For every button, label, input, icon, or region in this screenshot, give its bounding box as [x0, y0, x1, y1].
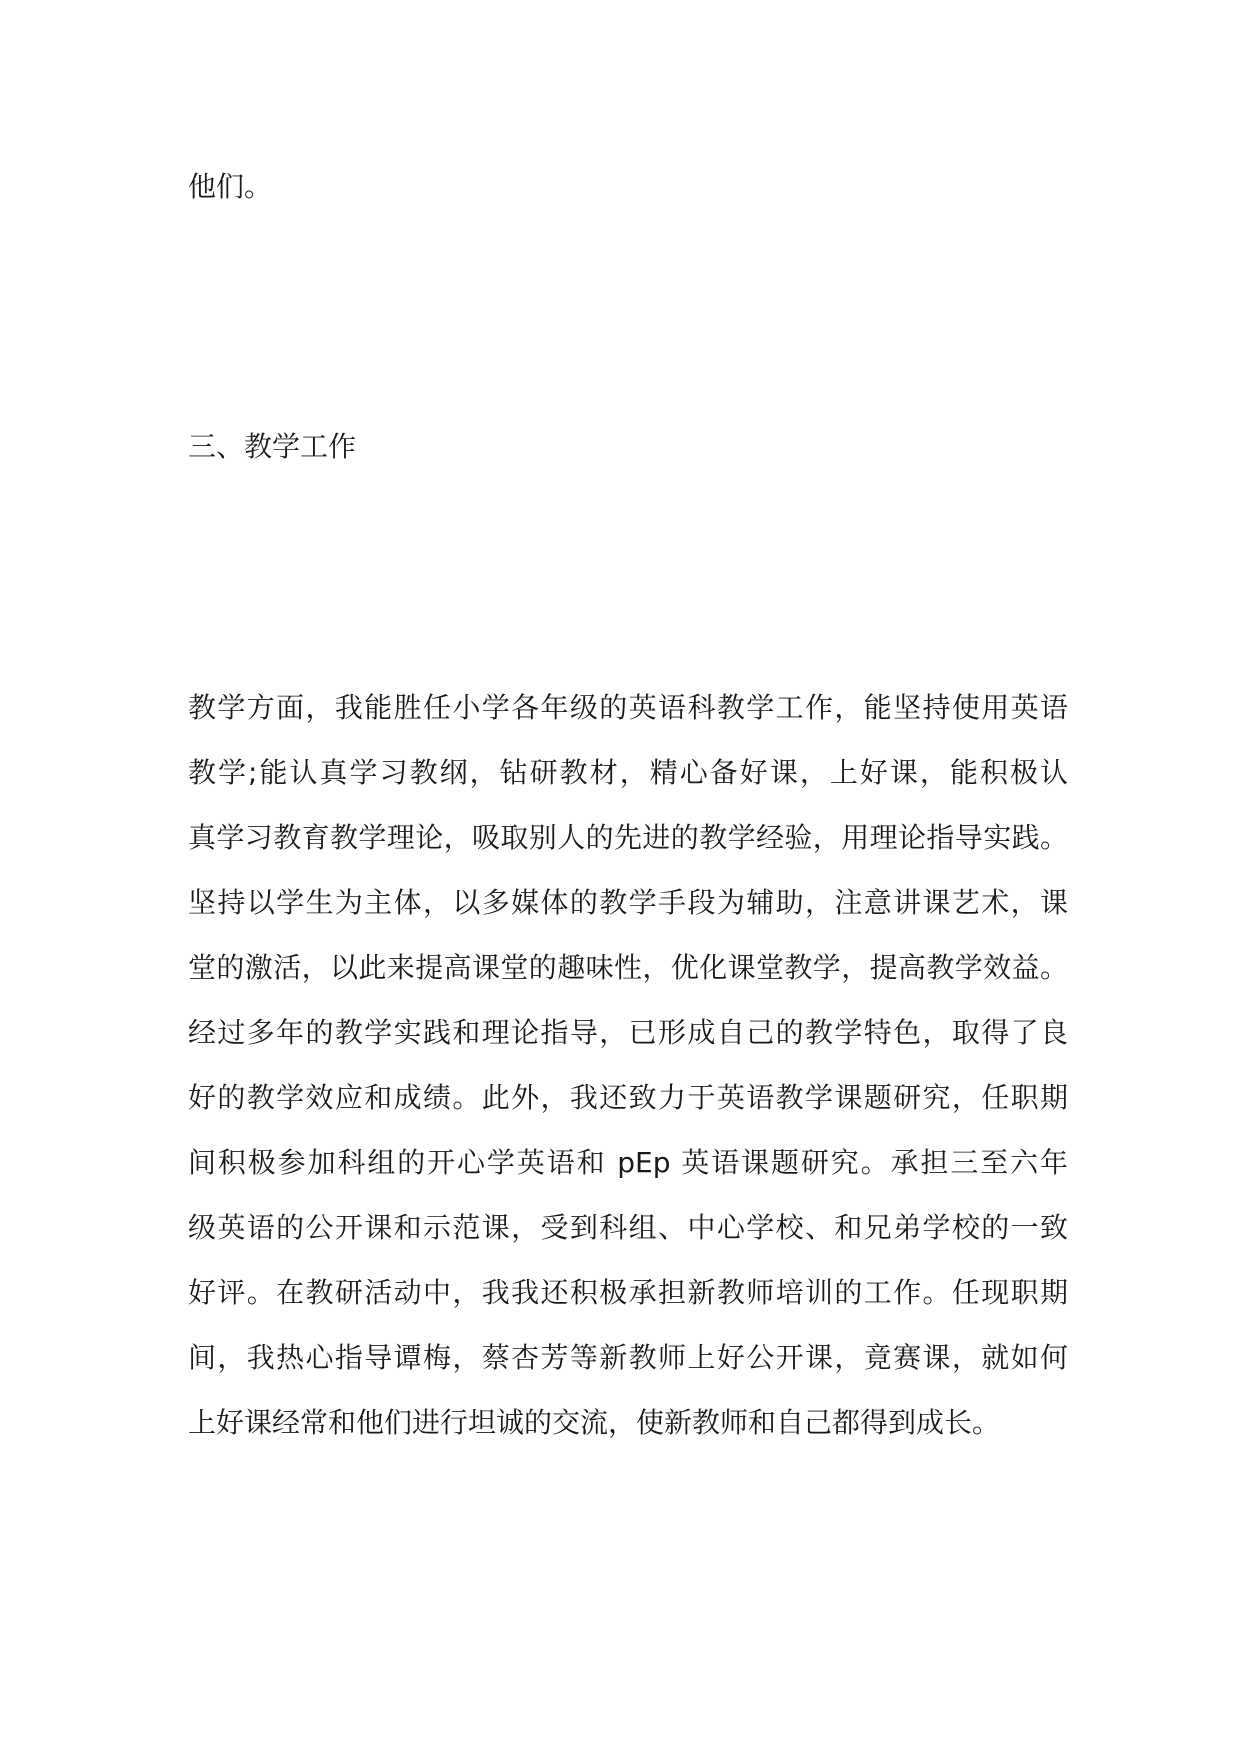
paragraph-line: 好的教学效应和成绩。此外，我还致力于英语教学课题研究，任职期	[188, 1081, 1068, 1114]
continuation-text: 他们。	[188, 170, 273, 203]
paragraph-line: 教学方面，我能胜任小学各年级的英语科教学工作，能坚持使用英语	[188, 691, 1068, 724]
paragraph-line: 间积极参加科组的开心学英语和 pEp 英语课题研究。承担三至六年	[188, 1146, 1068, 1179]
paragraph-line: 经过多年的教学实践和理论指导，已形成自己的教学特色，取得了良	[188, 1016, 1068, 1049]
section-heading: 三、教学工作	[188, 430, 357, 463]
paragraph-line: 教学;能认真学习教纲，钻研教材，精心备好课，上好课，能积极认	[188, 756, 1068, 789]
paragraph-line: 级英语的公开课和示范课，受到科组、中心学校、和兄弟学校的一致	[188, 1211, 1068, 1244]
paragraph-line: 上好课经常和他们进行坦诚的交流，使新教师和自己都得到成长。	[188, 1406, 1001, 1439]
paragraph-line: 真学习教育教学理论，吸取别人的先进的教学经验，用理论指导实践。	[188, 821, 1068, 854]
body-paragraph	[188, 688, 1068, 1468]
paragraph-line: 坚持以学生为主体，以多媒体的教学手段为辅助，注意讲课艺术，课	[188, 886, 1068, 919]
paragraph-line: 堂的激活，以此来提高课堂的趣味性，优化课堂教学，提高教学效益。	[188, 951, 1068, 984]
paragraph-line: 间，我热心指导谭梅，蔡杏芳等新教师上好公开课，竟赛课，就如何	[188, 1341, 1068, 1374]
paragraph-line: 好评。在教研活动中，我我还积极承担新教师培训的工作。任现职期	[188, 1276, 1068, 1309]
